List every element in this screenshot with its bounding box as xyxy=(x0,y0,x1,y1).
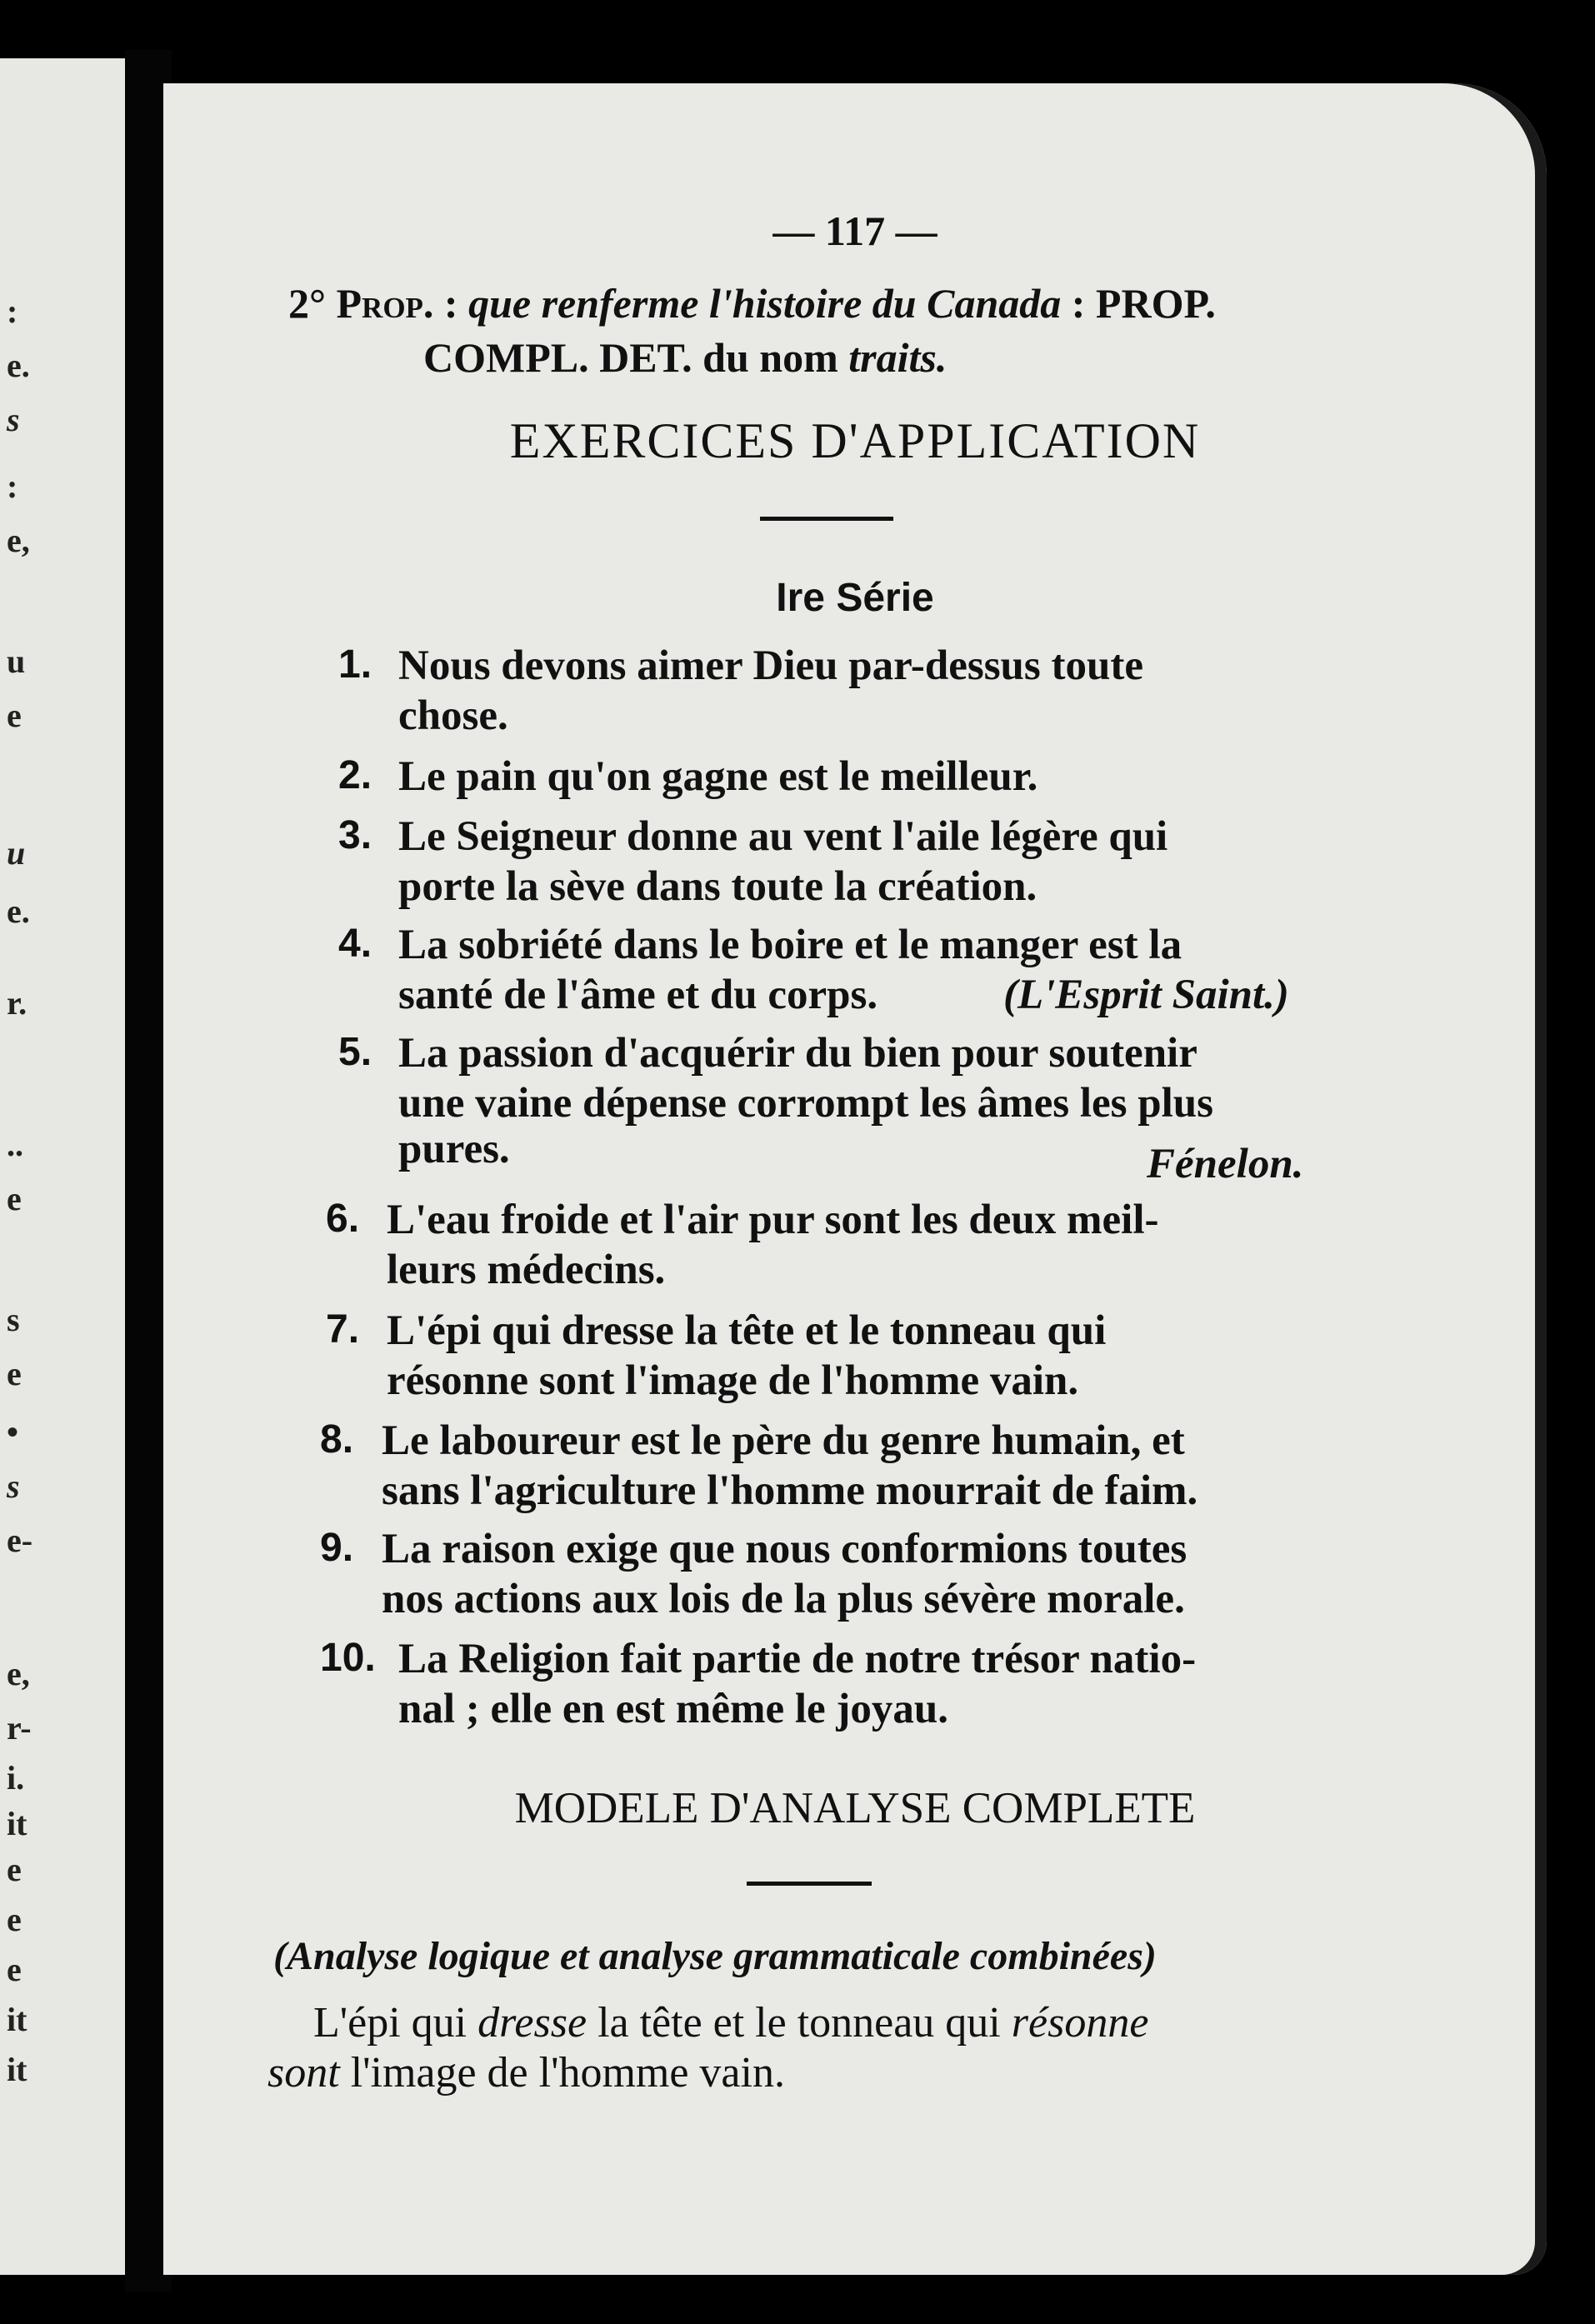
exercise-line: La raison exige que nous conformions toutes xyxy=(382,1526,1188,1572)
exercise-line: sans l'agriculture l'homme mourrait de faim. xyxy=(382,1467,1198,1514)
exercise-line: L'épi qui dresse la tête et le tonneau qui xyxy=(387,1307,1107,1354)
exercise-line: Nous devons aimer Dieu par-dessus toute xyxy=(398,642,1143,689)
exercise-source: (L'Esprit Saint.) xyxy=(1003,972,1289,1018)
left-page-text: e xyxy=(7,697,22,734)
exercise-number: 2. xyxy=(338,753,372,797)
exercise-line: santé de l'âme et du corps. xyxy=(398,972,878,1018)
exercise-line: résonne sont l'image de l'homme vain. xyxy=(387,1357,1079,1404)
sentence-verb: résonne xyxy=(1011,1999,1149,2047)
left-page-text: e. xyxy=(7,347,30,384)
sentence-part: la tête et le tonneau qui xyxy=(598,1999,1001,2047)
left-page-text: e, xyxy=(7,522,30,559)
prop-italic-text: que renferme l'histoire du Canada xyxy=(468,280,1062,327)
left-page-text: s xyxy=(7,1301,20,1338)
exercise-line: porte la sève dans toute la création. xyxy=(398,863,1038,910)
left-page-text: s xyxy=(7,401,20,438)
exercise-line: La Religion fait partie de notre trésor natio- xyxy=(398,1636,1197,1682)
sentence-part: l'image de l'homme vain. xyxy=(350,2049,785,2097)
section-heading: MODELE D'ANALYSE COMPLETE xyxy=(514,1784,1196,1832)
left-page-text: it xyxy=(7,2001,28,2038)
series-title: Ire Série xyxy=(776,576,934,620)
left-page-text: s xyxy=(7,1467,20,1505)
exercise-number: 5. xyxy=(338,1030,372,1074)
exercise-number: 1. xyxy=(338,642,372,687)
exercise-line: nos actions aux lois de la plus sévère morale. xyxy=(382,1576,1185,1622)
prop-type: : PROP. xyxy=(1071,280,1216,327)
heading-rule xyxy=(760,517,893,521)
exercise-line: une vaine dépense corrompt les âmes les plus xyxy=(398,1080,1213,1127)
prop-line-1 xyxy=(288,279,1216,327)
left-page-text: • xyxy=(7,1413,19,1451)
left-page-text: e xyxy=(7,1851,22,1888)
exercise-line: L'eau froide et l'air pur sont les deux meil- xyxy=(387,1197,1159,1243)
analysis-subtitle: (Analyse logique et analyse grammaticale combinées) xyxy=(273,1934,1157,1978)
left-page-text: r- xyxy=(7,1709,32,1747)
analysis-sentence-line-1 xyxy=(313,1998,1148,2047)
prop-label: Prop. : xyxy=(336,280,458,327)
exercise-line: nal ; elle en est même le joyau. xyxy=(398,1686,948,1732)
left-page-text: : xyxy=(7,292,18,330)
left-page-text: e. xyxy=(7,892,30,930)
exercise-line: La sobriété dans le boire et le manger est la xyxy=(398,922,1182,968)
adjacent-page-fragment xyxy=(0,58,125,2275)
exercise-line: La passion d'acquérir du bien pour soutenir xyxy=(398,1030,1198,1077)
exercise-number: 10. xyxy=(320,1636,376,1680)
exercise-line: Le pain qu'on gagne est le meilleur. xyxy=(398,753,1038,800)
left-page-text: e- xyxy=(7,1522,33,1559)
book-page xyxy=(163,83,1547,2275)
left-page-text: u xyxy=(7,834,26,872)
exercise-number: 8. xyxy=(320,1417,354,1462)
exercise-number: 9. xyxy=(320,1526,354,1570)
sentence-part: L'épi qui xyxy=(313,1999,468,2047)
heading-rule xyxy=(747,1882,872,1886)
left-page-text: it xyxy=(7,1805,28,1842)
left-page-text: e, xyxy=(7,1655,30,1692)
section-heading: EXERCICES D'APPLICATION xyxy=(509,413,1201,468)
left-page-text: e xyxy=(7,1951,22,1988)
left-page-text: it xyxy=(7,2051,28,2088)
exercise-line: chose. xyxy=(398,692,508,739)
left-page-text: e xyxy=(7,1901,22,1938)
left-page-text: e xyxy=(7,1355,22,1392)
analysis-sentence-line-2 xyxy=(268,2048,785,2097)
sentence-verb: dresse xyxy=(478,1999,588,2047)
exercise-number: 3. xyxy=(338,813,372,857)
exercise-line: Le Seigneur donne au vent l'aile légère qui xyxy=(398,813,1168,860)
prop-function: COMPL. DET. du nom xyxy=(423,334,838,381)
exercise-number: 6. xyxy=(326,1197,360,1241)
page-number: — 117 — xyxy=(772,207,938,254)
exercise-source: Fénelon. xyxy=(1147,1141,1304,1187)
prop-line-2 xyxy=(423,333,947,382)
left-page-text: e xyxy=(7,1180,22,1217)
exercise-number: 4. xyxy=(338,922,372,966)
exercise-number: 7. xyxy=(326,1307,360,1352)
left-page-text: .. xyxy=(7,1126,23,1163)
exercise-line: leurs médecins. xyxy=(387,1247,666,1293)
prop-number: 2° xyxy=(288,280,326,327)
left-page-text: r. xyxy=(7,984,28,1022)
sentence-verb: sont xyxy=(268,2049,340,2097)
left-page-text: : xyxy=(7,467,18,505)
exercise-line: pures. xyxy=(398,1126,510,1172)
left-page-text: i. xyxy=(7,1759,25,1797)
exercise-line: Le laboureur est le père du genre humain, et xyxy=(382,1417,1185,1464)
left-page-text: u xyxy=(7,642,26,680)
prop-noun: traits. xyxy=(848,334,948,381)
